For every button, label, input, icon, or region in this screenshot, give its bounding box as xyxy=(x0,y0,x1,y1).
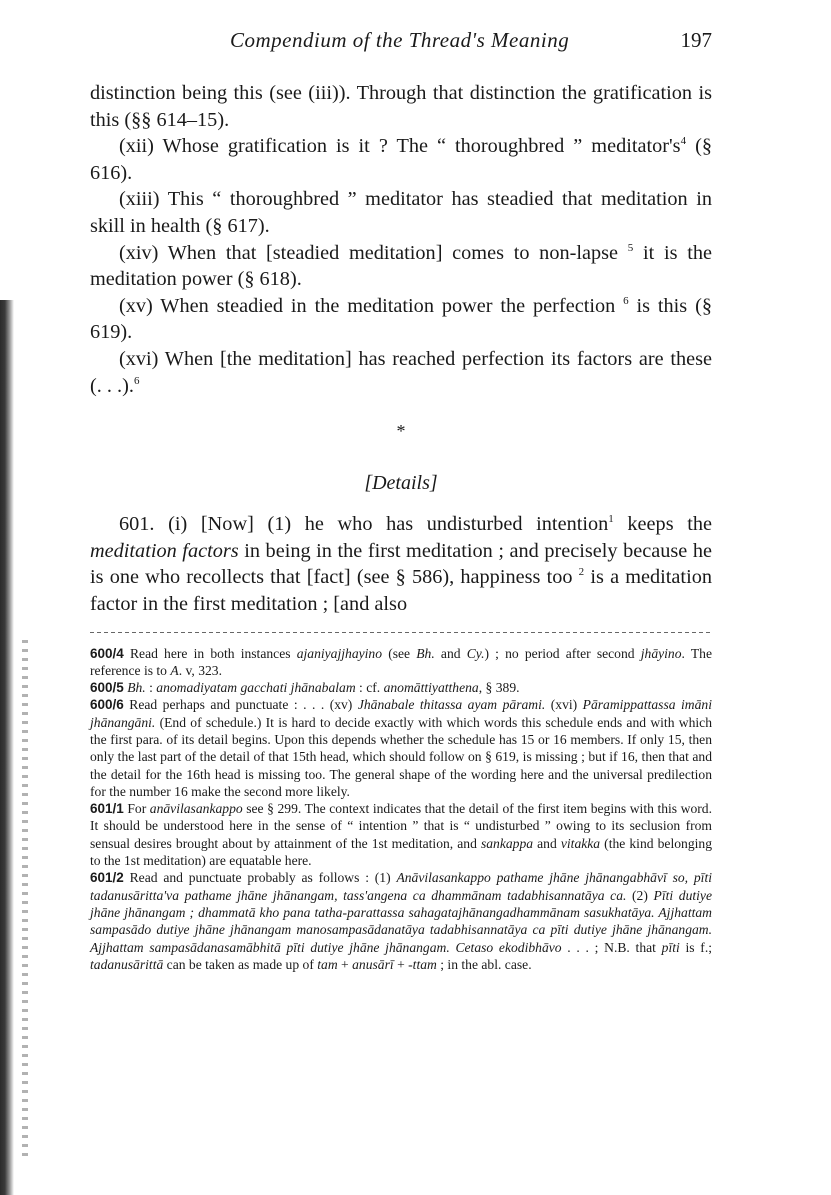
footnote-text: + xyxy=(393,956,409,972)
scan-binding-marks xyxy=(22,640,28,1160)
running-title: Compendium of the Thread's Meaning xyxy=(230,28,570,52)
footnote xyxy=(90,696,712,800)
paragraph: (xvi) When [the meditation] has reached perfection its factors are these (. . .).$^6$ xyxy=(90,347,712,397)
scan-binding-shadow xyxy=(0,300,14,1195)
footnote-italic-text: sankappa xyxy=(480,835,534,851)
footnote-italic-text: vitakka xyxy=(560,835,601,851)
footnote-ref: 600/4 xyxy=(90,645,124,661)
footnote-text: is f.; xyxy=(679,939,712,955)
footnote-text: . The reference is to xyxy=(90,645,712,678)
footnote-text: + xyxy=(337,956,353,972)
paragraph: (xiii) This “ thoroughbred ” meditator has steadied that meditation in skill in health (§ 617). xyxy=(90,188,712,237)
footnote-text: For xyxy=(123,801,150,817)
footnote-text: and xyxy=(533,835,561,851)
footnote-text: (End of schedule.) It is hard to decide exactly with which words this schedule ends and with which the first para. of its detail begins. Upon this depends whether the schedule has 15 or 16 members. If only 15, then only the last part of the detail of that 15th head, which should follow on § 619, is missing ; but if 16, then that and the detail for the 16th head is missing too. The general shape of the wording here and the universal predilection for the number 16 make the second more likely. xyxy=(90,714,712,799)
footnote xyxy=(90,869,712,973)
footnotes xyxy=(90,645,712,974)
footnote-italic-text: anāvilasankappo xyxy=(149,801,243,817)
paragraph: distinction being this (see (iii)). Through that distinction the gratification is this (§§ 614–15). xyxy=(90,82,712,131)
footnote-italic-text: ajaniyajjhayino xyxy=(296,645,383,661)
footnote-italic-text: jhāyino xyxy=(640,645,682,661)
footnote-text: , § 389. xyxy=(478,680,520,696)
footnote-italic-text: Bh. xyxy=(416,645,435,661)
footnote-text: : cf. xyxy=(355,680,384,696)
footnote-text: . . . ; N.B. that xyxy=(561,939,662,955)
footnote xyxy=(90,645,712,680)
paragraph: (xii) Whose gratification is it ? The “ thoroughbred ” $meditator's^4$ (§ 616). xyxy=(90,135,712,184)
footnote xyxy=(90,800,712,869)
main-text xyxy=(90,80,712,399)
page-header xyxy=(90,28,712,58)
footnote-italic-text: Jhānabale thitassa ayam pārami. xyxy=(357,697,546,713)
page-number: 197 xyxy=(680,28,712,52)
footnote-text: Read perhaps and punctuate : . . . (xv) xyxy=(123,697,358,713)
footnote-text: ) ; no period after second xyxy=(484,645,641,661)
book-page xyxy=(90,28,712,973)
footnote-ref: 601/1 xyxy=(90,801,124,817)
footnote-text: . v, 323. xyxy=(178,662,222,678)
footnote-marker: 1 xyxy=(608,513,614,526)
paragraph: 601. (i) [Now] (1) he who has undisturbed intention$^1$ keeps the meditation factors in being in the first meditation ; and precisely because he is one who recollects that [fact] (see § 586), happiness too $^2$ is a meditation factor in the first meditation ; [and also xyxy=(90,513,712,615)
footnote-text: (the kind belonging to the 1st meditation) are equatable here. xyxy=(90,835,712,869)
footnote-marker: 6 xyxy=(133,374,140,387)
footnote-italic-text: Pāramippattassa imāni jhānangāni. xyxy=(90,697,712,730)
footnote-text: Read and punctuate probably as follows : (1) xyxy=(123,870,397,886)
footnote-italic-text: Pīti dutiye jhāne jhānangam ; dhammatā kho pana tatha-parattassa sahagatajhānangadhammānam sasukhatāya. Ajjhattam sampasādo dutiye jhāne jhānangam manosampasādanatāya tadabhisannatāya ca pīti dutiye jhāne jhānangam. Ajjhattam sampasādanasamābhitā pīti dutiye jhāne jhānangam. Cetaso ekodibhāvo xyxy=(90,887,712,955)
footnote-italic-text: pīti xyxy=(661,939,680,955)
footnote-italic-text: anomadiyatam gacchati jhānabalam xyxy=(156,680,356,696)
footnote-marker: 4 xyxy=(680,135,687,148)
footnote-italic-text: A xyxy=(170,662,179,678)
footnote-rule xyxy=(90,632,712,633)
section-divider-star: * xyxy=(396,421,406,442)
footnote-text: (2) xyxy=(626,887,654,903)
footnote-marker: 5 xyxy=(627,241,634,254)
footnote-italic-text: tam xyxy=(317,956,338,972)
footnote-ref: 600/5 xyxy=(90,680,124,696)
footnote-text: ; in the abl. case. xyxy=(436,956,532,972)
footnote-italic-text: Anāvilasankappo pathame jhāne jhānangabhāvī so, pīti tadanusāritta'va pathame jhāne jhānangam, tass'angena ca dhammānam tadabhisannatāya ca. xyxy=(90,870,712,903)
footnote-italic-text: -ttam xyxy=(408,956,437,972)
paragraph: (xv) When steadied in the meditation power the perfection $^6$ is this (§ 619). xyxy=(90,294,712,344)
footnote-text: : xyxy=(145,680,157,696)
footnote-italic-text: anomāttiyatthena xyxy=(383,680,479,696)
footnote-text: (see xyxy=(382,645,417,661)
footnote-ref: 601/2 xyxy=(90,870,124,886)
footnote-text: see § 299. The context indicates that the detail of the first item begins with this word. It should be understood here in the sense of “ intention ” that is “ undisturbed ” owing to its seclusion from sensual desires brought about by attainment of the 1st meditation, and xyxy=(90,801,712,851)
footnote-italic-text: anusārī xyxy=(352,956,394,972)
footnote-text: (xvi) xyxy=(545,697,583,713)
footnote-text: and xyxy=(434,645,467,661)
footnote-marker: 6 xyxy=(623,294,629,307)
footnote-text: Read here in both instances xyxy=(123,645,297,661)
footnote-italic-text: Bh. xyxy=(127,680,146,696)
footnote xyxy=(90,679,712,696)
details-text xyxy=(90,511,712,617)
footnote-marker: 2 xyxy=(578,566,585,579)
details-heading: [Details] xyxy=(364,472,438,495)
footnote-italic-text: tadanusārittā xyxy=(90,956,164,972)
footnote-text: can be taken as made up of xyxy=(163,956,318,972)
italic-term: meditation factors xyxy=(90,539,239,562)
paragraph: (xiv) When that [steadied meditation] comes to non-lapse $^5$ it is the meditation power (§ 618). xyxy=(90,241,712,291)
footnote-ref: 600/6 xyxy=(90,697,124,713)
footnote-italic-text: Cy. xyxy=(466,645,485,661)
